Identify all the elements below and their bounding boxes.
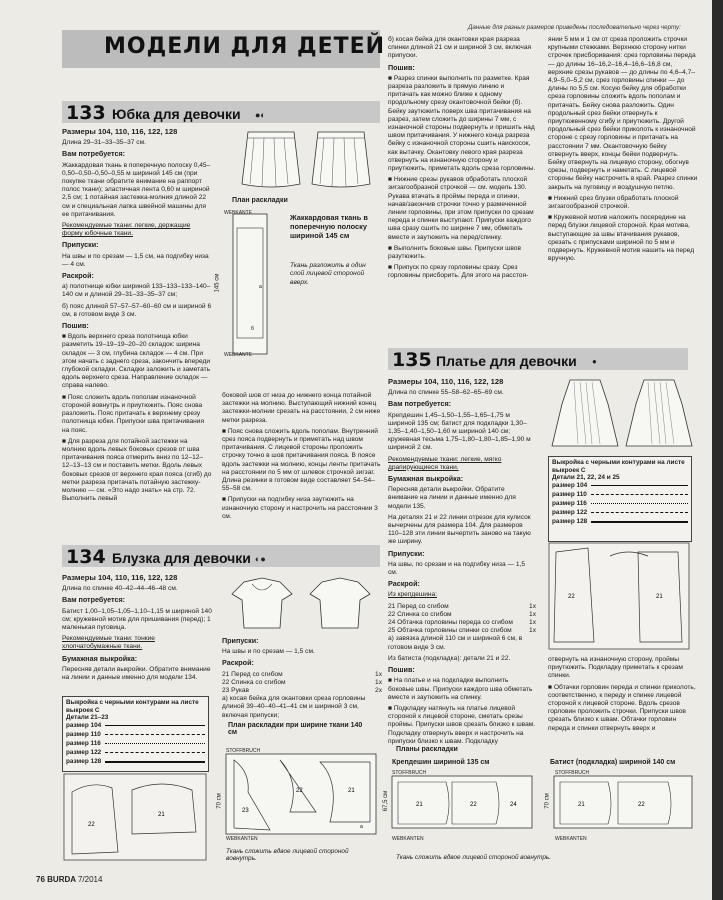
legend-104: размер 104 (552, 481, 688, 490)
plan-1-title: Крепдешин шириной 135 см (392, 759, 490, 766)
allowance: На швы и по срезам — 1,5 см. (222, 648, 315, 656)
sew-3: ■ Для разреза для потайной застежки на молнию вдоль левых боковых срезов от шва притачивания пояса отмерить вниз по 12–12–12–13–13 см и поставить метки. Вдоль левых боковых срезов от верхнего края пояса (сгиб) до метки разреза притачать потайную застежку-молнию — см. «Это надо знать» на стр. 72. Выполнить левый (62, 437, 212, 503)
part-row: 24 Обтачка горловины переда со сгибом 1x (388, 619, 536, 627)
sew-heading: Пошив: (388, 62, 415, 72)
length: Длина 29–31–33–35–37 см. (62, 139, 146, 147)
allowance-heading: Припуски: (222, 636, 259, 645)
need-heading: Вам потребуется: (388, 399, 452, 409)
need-heading: Вам потребуется: (62, 149, 126, 159)
model-134-text (62, 574, 212, 685)
part-row: 21 Перед со сгибом 1x (222, 670, 382, 678)
svg-text:22: 22 (88, 822, 95, 828)
sew-1: ■ Разрез спинки выполнить по разметке. Края разреза разложить в прямую линию и притачать как можно ближе к одному продольному срезу окантовочной бейки (б). Бейку заутюжить поверх шва притачивания на разрез, затем сложить до ширины 7 мм, с изнаночной стороны подвернуть и пришить над швом притачивания. У нижнего конца разреза бейку с изнаночной стороны сшить наискосок, как вытачку. Окантовку левого края разреза отвернуть на изнаночную сторону и приутюжить, приметать вдоль среза горловины. (388, 74, 536, 173)
svg-text:21: 21 (158, 812, 165, 818)
need: Батист 1,00–1,05–1,05–1,10–1,15 м шириной 140 см; кружевной мотив для пришивания (перед); 1 маленькая пуговица. (62, 607, 212, 632)
sew-5: ■ Припуски на подгибку низа заутюжить на изнаночную сторону и настрочить на расстоянии 3 см. (222, 496, 378, 520)
pattern-box-135 (548, 456, 692, 542)
column-3-text (388, 36, 536, 284)
legend-110: размер 110 (66, 730, 205, 739)
length: Длина по спинке 55–58–62–65–69 см. (388, 389, 504, 397)
allowance: На швы, по срезам и на подгибку низа — 1,5 см. (388, 560, 526, 577)
model-133-title: Юбка для девочки (112, 106, 241, 122)
page-footer (36, 875, 102, 884)
legend-104: размер 104 (66, 721, 205, 730)
svg-text:22: 22 (470, 802, 477, 808)
sew-4: ■ Припуск по срезу горловины сразу. Срез горловины присборить. Для этого на расстоя- (388, 264, 529, 280)
p3: ■ Кружевной мотив наложить посередине на перед блузки лицевой стороной. Края мотива, выступающие за швы втачивания рукавов, срезать с припусками шириной по 5 мм и подвернуть. Кружевной мотив нашить на перед вручную. (548, 214, 695, 263)
caption: Ткань сложить вдвое лицевой стороной вовнутрь. (226, 848, 349, 862)
dress-layout-batist (548, 774, 696, 834)
part-row: 22 Спинка со сгибом 1x (222, 678, 382, 686)
crepe-heading: Из крепдешина: (388, 591, 438, 599)
paper: Пересняв детали выкройки. Обратите внимание на линии и данные именно для модели 134. (62, 665, 211, 682)
issue: 7/2014 (77, 875, 103, 884)
box-parts: Детали 21, 22, 24 и 25 (552, 474, 620, 482)
sew-4: ■ Пояс снова сложить вдоль пополам. Внутренний срез пояса подвернуть и приметать над швом притачивания. С лицевой стороны проложить строчку точно в шов притачивания пояса. В поясе вдоль застежки на молнию, концы ленты притачать на расстоянии по 5 мм от шлевок строчкой зигзаг. Длина резинки в готовом виде составляет 54–54–55–58 см. (222, 427, 381, 493)
model-134-text-cont (222, 634, 382, 723)
selvage-label-top: WEBKANTE (224, 210, 253, 216)
box-parts: Детали 21–23 (66, 714, 109, 722)
sizes: Размеры 104, 110, 116, 122, 128 (62, 573, 178, 582)
box-title: Выкройка с черными контурами на листе выкроек С (552, 459, 685, 474)
selvage-label-2: WEBKANTEN (555, 836, 587, 842)
paper: Пересняв детали выкройки. Обратите внимание на линии и данные именно для модели 135. (388, 486, 516, 510)
mark-icon: ● (592, 357, 597, 366)
sew-2: ■ Пояс сложить вдоль пополам изнаночной стороной вовнутрь и приутюжить. Пояс снова разложить. Пояс притачать к верхнему срезу полотнища юбки. Припуски шва притачивания на пояс. (62, 393, 205, 434)
legend-122: размер 122 (66, 748, 205, 757)
p1: янии 5 мм и 1 см от среза проложить строчки крупными стежками. Верхнюю сторону нитки строчек присборивания: срез горловины переда — до длины 16–16,2–16,4–16,6–16,8 см, верхние срезы рукавов — до длины по 4,6–4,7–4,9–5,0–5,2 см, срез горловины спинки — до длины по 5,5 см. Косую бейку для обработки среза горловины сложить вдоль пополам и притачать. Бейку снова разложить. Один продольный срез бейки отвернуть к приутюженному сгибу и приутюжить. Другой продольный срез бейки приколоть к изнаночной стороне с срезу горловины и притачать на расстоянии 7 мм. Окантовочную бейку отвернуть вверх, концы бейки подвернуть. Бейку отвернуть на лицевую сторону, обогнув срезы, подвернуть и наметать. С лицевой стороны бейку настрочить в край. Разрез спинки закрыть на пуговицу и воздушную петлю. (548, 36, 698, 191)
allowance: На швы и по срезам — 1,5 см, на подгибку низа — 4 см. (62, 252, 209, 268)
column-4-text (548, 36, 698, 266)
dress-layout-crepe (386, 774, 536, 834)
paper-heading: Бумажная выкройка: (388, 474, 464, 484)
cut-a: а) косая бейка для окантовки среза горловины длиной 39–40–40–41–41 см и шириной 3 см, включая припуски; (222, 695, 366, 719)
caption: Ткань сложить вдвое лицевой стороной вовнутрь. (396, 854, 552, 861)
dress-sketch (548, 374, 696, 450)
p2: ■ Нижний срез блузки обработать плоской зигзагообразной строчкой. (548, 194, 679, 211)
dress-pattern-pieces (548, 542, 690, 652)
plans-heading: Планы раскладки (396, 746, 458, 753)
page-title: МОДЕЛИ ДЛЯ ДЕТЕЙ (104, 34, 386, 59)
svg-text:22: 22 (568, 594, 575, 600)
recommended: Рекомендуемые ткани: легкие, мягко драпирующиеся ткани. (388, 455, 502, 471)
recommended: Рекомендуемые ткани: тонкие хлопчатобумажные ткани. (62, 635, 155, 651)
legend-128: размер 128 (66, 757, 205, 766)
page-number: 76 (36, 875, 45, 884)
paper-heading: Бумажная выкройка: (62, 653, 138, 663)
part-row: 25 Обтачка горловины спинки со сгибом 1x (388, 627, 536, 635)
cont: отвернуть на изнаночную сторону, проймы приутюжить. Подкладку приметать к срезам спинки. (548, 656, 683, 680)
legend-116: размер 116 (552, 499, 688, 508)
part-row: 22 Спинка со сгибом 1x (388, 610, 536, 618)
fold-label: STOFFBRUCH (226, 748, 261, 754)
model-135-title: Платье для девочки (436, 353, 577, 369)
svg-text:21: 21 (348, 788, 355, 794)
cut-heading: Раскрой: (388, 579, 420, 589)
svg-text:б: б (251, 326, 254, 332)
fold-label-1: STOFFBRUCH (392, 770, 427, 776)
model-133-text (62, 128, 212, 506)
svg-text:22: 22 (296, 788, 303, 794)
paper-2: На деталях 21 и 22 линии отрезок для кулисок вычерчены для размера 104. Для размеров 110–128 эти линии вычертить заново на такую же ширину. (388, 513, 531, 546)
legend-128: размер 128 (552, 517, 688, 526)
fabric-note: Жаккардовая ткань в поперечную полоску шириной 145 см (290, 213, 368, 240)
svg-text:22: 22 (638, 802, 645, 808)
cut-heading: Раскрой: (222, 658, 254, 668)
sew-2: ■ Нижние срезы рукавов обработать плоской зигзагообразной строчкой — см. модель 130. Рукава втачать в проймы переда и спинки, начав/закончив строчки точно у размеченной линии горловины, при этом припуски по срезам переда и спинки выступают. Припуски каждого шва сразу сшить по ширине 7 мм, обметать вместе и заутюжить на перед/спинку. (388, 176, 534, 241)
model-135-text-cont (548, 656, 698, 736)
fold-label-2: STOFFBRUCH (555, 770, 590, 776)
selvage-label-bottom: WEBKANTE (224, 352, 253, 358)
plan-heading: План раскладки при ширине ткани 140 см (228, 722, 363, 736)
cont: боковой шов от низа до нижнего конца потайной застежки на молнию. Выступающий нижний конец застежки-молнии срезать на расстоянии, 2 см ниже метки разреза. (222, 392, 381, 424)
need-heading: Вам потребуется: (62, 595, 126, 605)
part-row: 21 Перед со сгибом 1x (388, 602, 536, 610)
blouse-layout-diagram (220, 752, 385, 842)
box-title: Выкройка с черными контурами на листе выкроек С (66, 699, 199, 714)
pattern-box-134 (62, 696, 209, 772)
cut-a: а) завязка длиной 110 см и шириной 6 см, в готовом виде 3 см. (388, 635, 523, 651)
part-row: 23 Рукав 2x (222, 687, 382, 695)
svg-text:23: 23 (242, 808, 249, 814)
need: Жаккардовая ткань в поперечную полоску 0,45–0,50–0,50–0,50–0,55 м шириной 145 см (при покупке ткани обратите внимание на раппорт полос ткани); эластичная лента 0,60 м шириной 2,5 см; 1 потайная застежка-молния длиной 22 см и специальная лапка швейной машины для ее притачивания. (62, 161, 211, 218)
mark-icon: ◐● (255, 554, 266, 564)
fold-note: Ткань разложить в один слой лицевой стороной вверх. (290, 262, 366, 286)
blouse-pattern-pieces (62, 772, 208, 862)
sizes: Размеры 104, 110, 116, 122, 128 (62, 127, 178, 136)
model-135-number: 135 (392, 349, 432, 371)
sizes: Размеры 104, 110, 116, 122, 128 (388, 377, 504, 386)
sew-heading: Пошив: (62, 321, 89, 331)
recommended: Рекомендуемые ткани: легкие, держащие форму юбочные ткани. (62, 222, 191, 238)
model-133-number: 133 (66, 102, 106, 124)
allowance-heading: Припуски: (388, 548, 425, 558)
cut-heading: Раскрой: (62, 271, 94, 281)
magazine-name: BURDA (47, 875, 76, 884)
sew-3: ■ Обтачки горловин переда и спинки приколоть, соответственно, к переду и спинке лицевой стороной к лицевой стороне. Вдоль срезов горловин проложить строчки. Припуски швов срезать близко к швам. Обтачки горловин переда и спинки отвернуть вверх и (548, 683, 696, 732)
mark-icon: ●◐ (255, 110, 266, 120)
cut-b: б) пояс длиной 57–57–57–60–60 см и шириной 6 см, в готовом виде 3 см. (62, 302, 212, 318)
svg-text:24: 24 (510, 802, 517, 808)
cut-a: а) полотнище юбки шириной 133–133–133–140–140 см и длиной 29–31–33–35–37 см; (62, 283, 211, 299)
sew-1: ■ Вдоль верхнего среза полотнища юбки разметить 19–19–19–20–20 складок: ширина складок — 3 см, глубина складок — 4 см. При этом начать с заднего среза, закончить впереди глубокой складки. Складки заложить и заметать вдоль верхнего среза. Направление складок — справа налево. (62, 333, 211, 390)
skirt-layout-diagram (225, 208, 285, 366)
sew-heading: Пошив: (388, 665, 415, 675)
plan-2-title: Батист (подкладка) шириной 140 см (550, 759, 676, 766)
model-133-text-cont (222, 392, 382, 524)
model-134-title: Блузка для девочки (112, 550, 251, 566)
dim-67: 67,5 см (383, 790, 390, 812)
legend-110: размер 110 (552, 490, 688, 499)
svg-text:21: 21 (656, 594, 663, 600)
svg-text:a: a (360, 824, 363, 830)
need: Крепдешин 1,45–1,50–1,55–1,65–1,75 м шириной 135 см; батист для подкладки 1,30–1,35–1,40–1,50–1,60 м шириной 140 см; кружевная тесьма 1,75–1,80–1,80–1,85–1,90 м шириной 2 см. (388, 411, 531, 452)
sew-2: ■ Подкладку натянуть на платье лицевой стороной к лицевой стороне, сметать срезы проймы. Припуски швов срезать близко к швам. Подкладку отвернуть вверх и настрочить на припуски близко к швам. Подкладку (388, 704, 536, 745)
length: Длина по спинке 40–42–44–46–48 см. (62, 585, 178, 593)
legend-122: размер 122 (552, 508, 688, 517)
allowance-heading: Припуски: (62, 240, 99, 250)
dim-70: 70 см (544, 793, 551, 809)
selvage-label: WEBKANTEN (226, 836, 258, 842)
svg-text:21: 21 (416, 802, 423, 808)
top-note: Данные для разных размеров приведены последовательно через черту: (468, 24, 681, 31)
svg-text:a: a (259, 284, 262, 290)
dim-70: 70 см (216, 793, 223, 809)
selvage-label-1: WEBKANTEN (392, 836, 424, 842)
binding-edge (712, 0, 723, 900)
model-135-text (388, 378, 536, 749)
blouse-sketch (222, 574, 382, 632)
sew-1: ■ На платье и на подкладке выполнить боковые швы. Припуски каждого шва обметать вместе и заутюжить на спинку. (388, 677, 533, 701)
svg-text:21: 21 (578, 802, 585, 808)
plan-heading: План раскладки (232, 197, 288, 204)
sew-3: ■ Выполнить боковые швы. Припуски швов разутюжить. (388, 244, 521, 261)
model-134-number: 134 (66, 546, 106, 568)
cut-b: б) косая бейка для окантовки края разреза спинки длиной 21 см и шириной 3 см, включая припуски. (388, 36, 532, 60)
batist: Из батиста (подкладка): детали 21 и 22. (388, 654, 511, 662)
legend-116: размер 116 (66, 739, 205, 748)
dim-145: 145 см (214, 273, 221, 293)
skirt-sketch (238, 126, 378, 192)
